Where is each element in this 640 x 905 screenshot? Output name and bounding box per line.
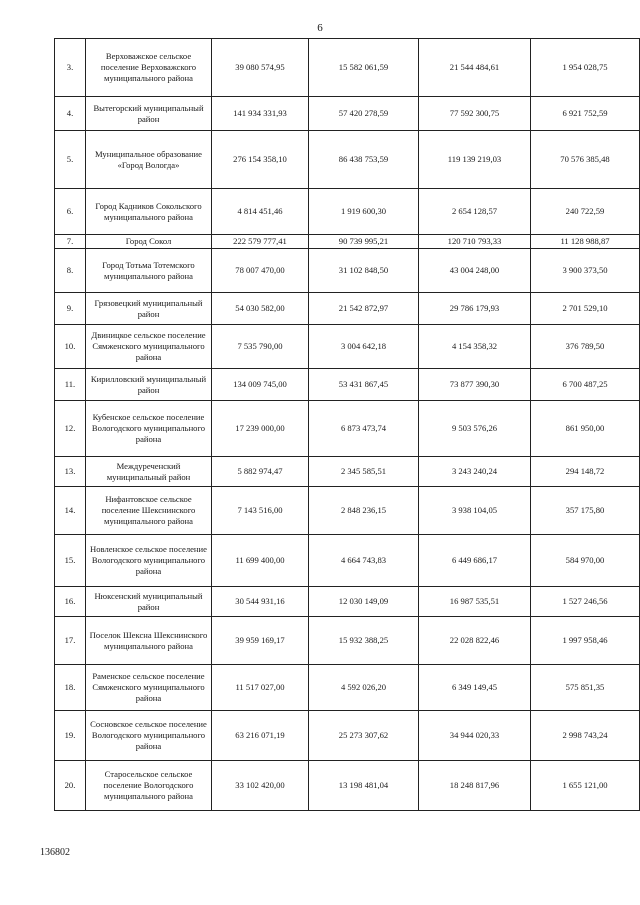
- row-number: 3.: [55, 39, 86, 97]
- table-row: [55, 711, 640, 761]
- table-row: [55, 487, 640, 535]
- value-col-2: 15 932 388,25: [309, 617, 419, 665]
- table-row: [55, 97, 640, 131]
- value-col-4: 575 851,35: [531, 665, 640, 711]
- value-col-4: 584 970,00: [531, 535, 640, 587]
- municipality-name: Междуреченский муниципальный район: [86, 457, 212, 487]
- value-col-3: 73 877 390,30: [419, 369, 531, 401]
- value-col-3: 3 938 104,05: [419, 487, 531, 535]
- municipality-name: Город Кадников Сокольского муниципального района: [86, 189, 212, 235]
- value-col-3: 16 987 535,51: [419, 587, 531, 617]
- value-col-3: 9 503 576,26: [419, 401, 531, 457]
- value-total: 54 030 582,00: [212, 293, 309, 325]
- row-number: 10.: [55, 325, 86, 369]
- value-col-3: 120 710 793,33: [419, 235, 531, 249]
- value-col-3: 18 248 817,96: [419, 761, 531, 811]
- value-col-3: 4 154 358,32: [419, 325, 531, 369]
- value-col-2: 1 919 600,30: [309, 189, 419, 235]
- row-number: 9.: [55, 293, 86, 325]
- page-number: 6: [317, 22, 323, 34]
- value-col-2: 6 873 473,74: [309, 401, 419, 457]
- municipality-name: Старосельское сельское поселение Вологодского муниципального района: [86, 761, 212, 811]
- value-col-4: 70 576 385,48: [531, 131, 640, 189]
- row-number: 15.: [55, 535, 86, 587]
- row-number: 13.: [55, 457, 86, 487]
- municipality-name: Двиницкое сельское поселение Сямженского муниципального района: [86, 325, 212, 369]
- value-col-2: 2 848 236,15: [309, 487, 419, 535]
- value-col-2: 25 273 307,62: [309, 711, 419, 761]
- row-number: 20.: [55, 761, 86, 811]
- table-row: [55, 249, 640, 293]
- municipality-name: Город Тотьма Тотемского муниципального района: [86, 249, 212, 293]
- table-body: [55, 39, 640, 811]
- row-number: 16.: [55, 587, 86, 617]
- value-col-3: 2 654 128,57: [419, 189, 531, 235]
- table-row: [55, 457, 640, 487]
- value-col-3: 119 139 219,03: [419, 131, 531, 189]
- row-number: 6.: [55, 189, 86, 235]
- value-col-4: 294 148,72: [531, 457, 640, 487]
- municipality-name: Сосновское сельское поселение Вологодского муниципального района: [86, 711, 212, 761]
- value-col-2: 31 102 848,50: [309, 249, 419, 293]
- row-number: 5.: [55, 131, 86, 189]
- value-total: 141 934 331,93: [212, 97, 309, 131]
- value-col-3: 3 243 240,24: [419, 457, 531, 487]
- row-number: 17.: [55, 617, 86, 665]
- value-col-2: 53 431 867,45: [309, 369, 419, 401]
- value-col-2: 90 739 995,21: [309, 235, 419, 249]
- value-col-4: 6 921 752,59: [531, 97, 640, 131]
- value-col-4: 2 701 529,10: [531, 293, 640, 325]
- municipality-name: Нифантовское сельское поселение Шекснинского муниципального района: [86, 487, 212, 535]
- table-row: [55, 39, 640, 97]
- table-row: [55, 761, 640, 811]
- value-total: 11 517 027,00: [212, 665, 309, 711]
- row-number: 18.: [55, 665, 86, 711]
- value-col-4: 1 954 028,75: [531, 39, 640, 97]
- value-col-3: 22 028 822,46: [419, 617, 531, 665]
- value-col-4: 6 700 487,25: [531, 369, 640, 401]
- value-col-4: 357 175,80: [531, 487, 640, 535]
- value-col-4: 861 950,00: [531, 401, 640, 457]
- municipality-name: Поселок Шексна Шекснинского муниципального района: [86, 617, 212, 665]
- value-total: 5 882 974,47: [212, 457, 309, 487]
- value-col-2: 57 420 278,59: [309, 97, 419, 131]
- value-total: 222 579 777,41: [212, 235, 309, 249]
- municipality-name: Верховажское сельское поселение Верховажского муниципального района: [86, 39, 212, 97]
- footer-code: 136802: [40, 847, 70, 858]
- value-col-3: 6 449 686,17: [419, 535, 531, 587]
- value-col-3: 21 544 484,61: [419, 39, 531, 97]
- table-row: [55, 325, 640, 369]
- row-number: 8.: [55, 249, 86, 293]
- table-row: [55, 665, 640, 711]
- value-col-2: 4 592 026,20: [309, 665, 419, 711]
- row-number: 11.: [55, 369, 86, 401]
- value-total: 63 216 071,19: [212, 711, 309, 761]
- value-total: 33 102 420,00: [212, 761, 309, 811]
- table-row: [55, 535, 640, 587]
- row-number: 19.: [55, 711, 86, 761]
- value-col-3: 29 786 179,93: [419, 293, 531, 325]
- table-row: [55, 131, 640, 189]
- row-number: 14.: [55, 487, 86, 535]
- table-row: [55, 401, 640, 457]
- value-total: 7 535 790,00: [212, 325, 309, 369]
- value-col-2: 2 345 585,51: [309, 457, 419, 487]
- value-col-3: 34 944 020,33: [419, 711, 531, 761]
- row-number: 4.: [55, 97, 86, 131]
- municipality-name: Грязовецкий муниципальный район: [86, 293, 212, 325]
- table-row: [55, 369, 640, 401]
- value-total: 39 080 574,95: [212, 39, 309, 97]
- value-total: 11 699 400,00: [212, 535, 309, 587]
- value-col-4: 11 128 988,87: [531, 235, 640, 249]
- value-col-4: 2 998 743,24: [531, 711, 640, 761]
- value-col-4: 1 655 121,00: [531, 761, 640, 811]
- allocation-table: [54, 38, 640, 811]
- value-total: 39 959 169,17: [212, 617, 309, 665]
- value-col-4: 376 789,50: [531, 325, 640, 369]
- value-col-4: 240 722,59: [531, 189, 640, 235]
- value-total: 17 239 000,00: [212, 401, 309, 457]
- row-number: 12.: [55, 401, 86, 457]
- value-col-4: 3 900 373,50: [531, 249, 640, 293]
- municipality-name: Муниципальное образование «Город Вологда»: [86, 131, 212, 189]
- value-total: 4 814 451,46: [212, 189, 309, 235]
- value-col-2: 4 664 743,83: [309, 535, 419, 587]
- value-total: 276 154 358,10: [212, 131, 309, 189]
- municipality-name: Вытегорский муниципальный район: [86, 97, 212, 131]
- table-row: [55, 189, 640, 235]
- value-total: 78 007 470,00: [212, 249, 309, 293]
- municipality-name: Кирилловский муниципальный район: [86, 369, 212, 401]
- value-col-4: 1 527 246,56: [531, 587, 640, 617]
- municipality-name: Новленское сельское поселение Вологодского муниципального района: [86, 535, 212, 587]
- municipality-name: Нюксенский муниципальный район: [86, 587, 212, 617]
- value-col-2: 3 004 642,18: [309, 325, 419, 369]
- value-col-2: 21 542 872,97: [309, 293, 419, 325]
- value-col-2: 86 438 753,59: [309, 131, 419, 189]
- table-row: [55, 293, 640, 325]
- value-col-3: 43 004 248,00: [419, 249, 531, 293]
- value-col-2: 13 198 481,04: [309, 761, 419, 811]
- value-col-2: 12 030 149,09: [309, 587, 419, 617]
- value-total: 134 009 745,00: [212, 369, 309, 401]
- value-col-3: 77 592 300,75: [419, 97, 531, 131]
- table-row: [55, 617, 640, 665]
- row-number: 7.: [55, 235, 86, 249]
- municipality-name: Город Сокол: [86, 235, 212, 249]
- value-col-2: 15 582 061,59: [309, 39, 419, 97]
- table-row: [55, 587, 640, 617]
- municipality-name: Раменское сельское поселение Сямженского муниципального района: [86, 665, 212, 711]
- value-total: 7 143 516,00: [212, 487, 309, 535]
- value-col-3: 6 349 149,45: [419, 665, 531, 711]
- value-total: 30 544 931,16: [212, 587, 309, 617]
- table-row: [55, 235, 640, 249]
- value-col-4: 1 997 958,46: [531, 617, 640, 665]
- municipality-name: Кубенское сельское поселение Вологодского муниципального района: [86, 401, 212, 457]
